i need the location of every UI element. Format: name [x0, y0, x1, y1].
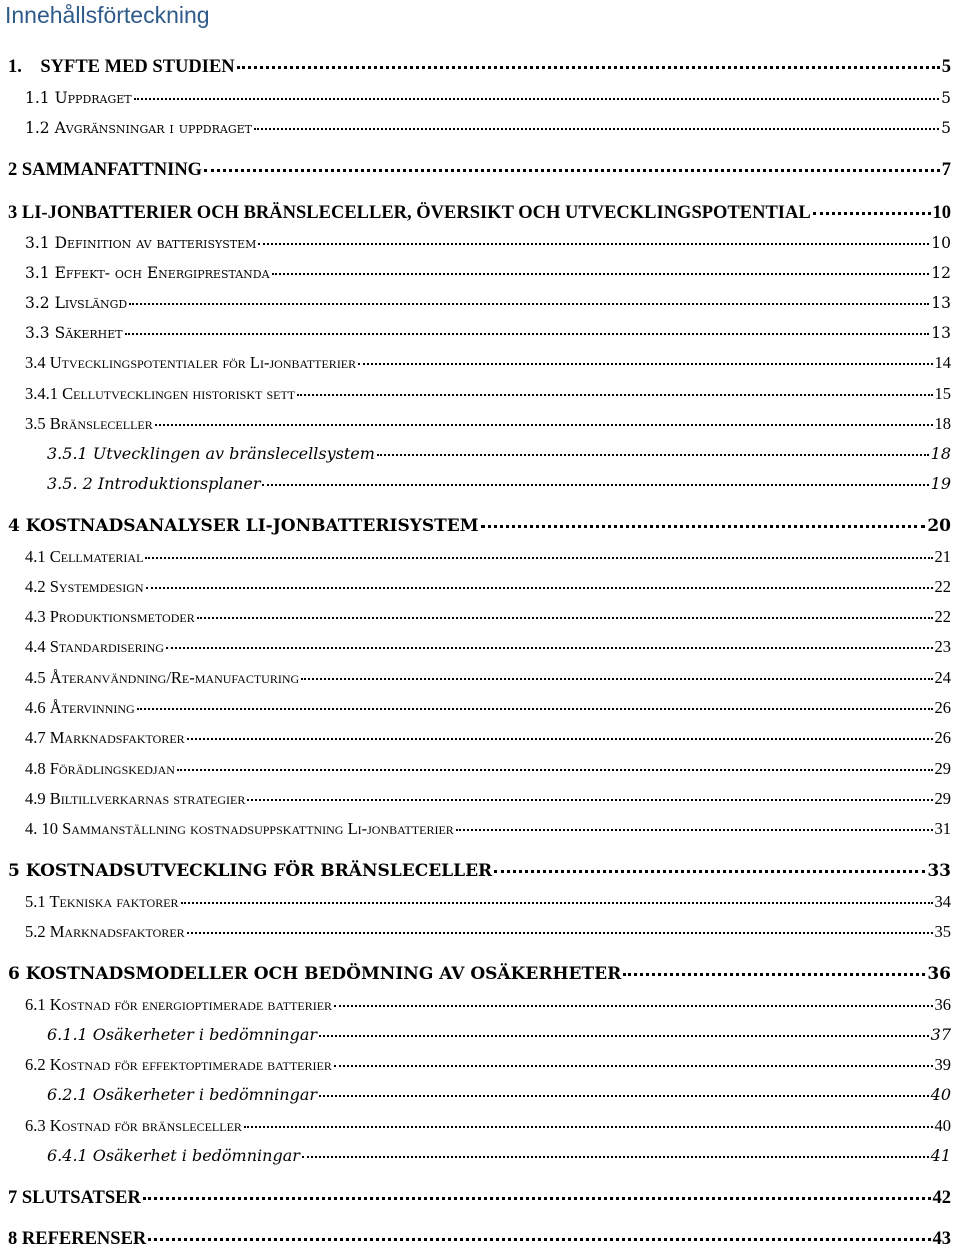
- toc-entry-page: 39: [934, 1055, 951, 1074]
- toc-entry-label: 3 LI-JONBATTERIER OCH BRÄNSLECELLER, ÖVERSIKT OCH UTVECKLINGSPOTENTIAL: [8, 203, 811, 223]
- toc-entry[interactable]: [25, 353, 951, 373]
- toc-entry[interactable]: [25, 263, 951, 283]
- dot-leader: [623, 973, 925, 976]
- toc-entry-label: 6.4.1 Osäkerhet i bedömningar: [47, 1146, 300, 1165]
- toc-entry[interactable]: [8, 516, 951, 536]
- dot-leader: [334, 1065, 933, 1067]
- toc-entry-page: 26: [934, 698, 951, 717]
- toc-entry-label: 6.3 Kostnad för bränsleceller: [25, 1116, 242, 1135]
- dot-leader: [319, 1095, 929, 1097]
- toc-entry-label: 3.1 Effekt- och Energiprestanda: [25, 264, 270, 282]
- toc-entry-page: 29: [934, 789, 951, 808]
- toc-entry-page: 19: [930, 474, 951, 493]
- toc-entry[interactable]: [25, 118, 951, 138]
- toc-entry-page: 5: [941, 89, 951, 107]
- toc-entry-page: 15: [934, 384, 951, 403]
- dot-leader: [134, 98, 939, 100]
- dot-leader: [187, 738, 933, 740]
- toc-entry-label: 4.7 Marknadsfaktorer: [25, 728, 185, 747]
- dot-leader: [155, 424, 933, 426]
- toc-entry-label: 5.1 Tekniska faktorer: [25, 892, 179, 911]
- toc-entry[interactable]: [25, 414, 951, 434]
- toc-entry[interactable]: [8, 964, 951, 984]
- toc-entry-page: 33: [927, 861, 951, 881]
- toc-entry[interactable]: [47, 1025, 951, 1045]
- toc-entry[interactable]: [25, 323, 951, 343]
- toc-entry-label: 1.1 Uppdraget: [25, 89, 132, 107]
- toc-entry-label: 4.1 Cellmaterial: [25, 547, 144, 566]
- dot-leader: [146, 587, 933, 589]
- toc-entry[interactable]: [25, 293, 951, 313]
- toc-entry-page: 13: [931, 294, 951, 312]
- dot-leader: [125, 333, 930, 335]
- toc-entry-label: 4.8 Förädlingskedjan: [25, 759, 175, 778]
- dot-leader: [244, 1126, 933, 1128]
- dot-leader: [456, 829, 933, 831]
- toc-entry-page: 42: [932, 1188, 951, 1208]
- toc-entry-label: 2 SAMMANFATTNING: [8, 160, 203, 180]
- toc-entry[interactable]: [47, 1085, 951, 1105]
- toc-entry-page: 40: [934, 1116, 951, 1135]
- toc-entry-page: 12: [931, 264, 951, 282]
- toc-entry[interactable]: [47, 474, 951, 494]
- dot-leader: [377, 454, 929, 456]
- toc-entry[interactable]: [25, 819, 951, 839]
- dot-leader: [301, 678, 932, 680]
- dot-leader: [334, 1005, 932, 1007]
- toc-entry[interactable]: [25, 698, 951, 718]
- toc-entry[interactable]: [25, 789, 951, 809]
- dot-leader: [319, 1035, 929, 1037]
- toc-entry-page: 22: [934, 607, 951, 626]
- dot-leader: [181, 902, 933, 904]
- toc-entry-label: 3.1 Definition av batterisystem: [25, 234, 257, 252]
- toc-entry[interactable]: [47, 1146, 951, 1166]
- dot-leader: [129, 303, 929, 305]
- toc-entry[interactable]: [25, 88, 951, 108]
- toc-entry-page: 5: [941, 57, 951, 77]
- toc-entry-page: 31: [934, 819, 951, 838]
- toc-entry-label: 6 KOSTNADSMODELLER OCH BEDÖMNING AV OSÄKERHETER: [8, 964, 622, 984]
- toc-entry[interactable]: [25, 995, 951, 1015]
- toc-entry-page: 5: [941, 119, 951, 137]
- toc-entry-page: 35: [934, 922, 951, 941]
- toc-entry-page: 41: [930, 1146, 951, 1165]
- toc-entry-page: 34: [934, 892, 951, 911]
- toc-entry-page: 10: [932, 203, 951, 223]
- toc-entry-label: 8 REFERENSER: [8, 1229, 147, 1249]
- dot-leader: [143, 1197, 931, 1200]
- toc-entry[interactable]: [25, 728, 951, 748]
- toc-entry-page: 40: [930, 1085, 951, 1104]
- dot-leader: [297, 394, 932, 396]
- toc-entry[interactable]: [25, 1116, 951, 1136]
- toc-entry[interactable]: [25, 892, 951, 912]
- toc-entry-label: 3.4 Utvecklingspotentialer för Li-jonbatterier: [25, 353, 357, 372]
- toc-entry-page: 23: [934, 637, 951, 656]
- toc-entry[interactable]: [8, 203, 951, 223]
- dot-leader: [237, 66, 940, 69]
- toc-entry-page: 26: [934, 728, 951, 747]
- toc-entry-page: 36: [934, 995, 951, 1014]
- toc-entry-label: 7 SLUTSATSER: [8, 1188, 141, 1208]
- dot-leader: [166, 647, 933, 649]
- dot-leader: [247, 799, 932, 801]
- toc-entry-label: 4.6 Återvinning: [25, 698, 135, 717]
- dot-leader: [481, 525, 926, 528]
- toc-entry-page: 20: [927, 516, 951, 536]
- toc-entry[interactable]: [25, 547, 951, 567]
- toc-entry-page: 29: [934, 759, 951, 778]
- dot-leader: [358, 363, 932, 365]
- toc-entry-label: 4.5 Återanvändning/Re-manufacturing: [25, 668, 300, 687]
- toc-entry-page: 7: [941, 160, 951, 180]
- toc-entry[interactable]: [8, 1188, 951, 1208]
- toc-entry-label: 4.4 Standardisering: [25, 637, 164, 656]
- toc-entry-page: 13: [931, 324, 951, 342]
- dot-leader: [177, 769, 933, 771]
- toc-entry[interactable]: [25, 1055, 951, 1075]
- toc-entry[interactable]: [8, 861, 951, 881]
- toc-entry[interactable]: [8, 57, 951, 77]
- toc-entry[interactable]: [25, 922, 951, 942]
- dot-leader: [262, 484, 928, 486]
- toc-entry-label: 3.2 Livslängd: [25, 294, 128, 312]
- toc-entry-label: 6.2 Kostnad för effektoptimerade batterier: [25, 1055, 332, 1074]
- toc-entry-label: 6.1.1 Osäkerheter i bedömningar: [47, 1025, 317, 1044]
- toc-entry-page: 18: [934, 414, 951, 433]
- toc-entry-label: 1. SYFTE MED STUDIEN: [8, 57, 235, 77]
- toc-entry[interactable]: [25, 233, 951, 253]
- toc-entry-label: 1.2 Avgränsningar i uppdraget: [25, 119, 252, 137]
- toc-entry-label: 4.2 Systemdesign: [25, 577, 144, 596]
- toc-entry-page: 24: [934, 668, 951, 687]
- toc-entry-page: 36: [927, 964, 951, 984]
- toc-entry-label: 4. 10 Sammanställning kostnadsuppskattning Li-jonbatterier: [25, 819, 454, 838]
- toc-entry[interactable]: [25, 637, 951, 657]
- dot-leader: [813, 212, 931, 215]
- toc-entry-label: 4.3 Produktionsmetoder: [25, 607, 195, 626]
- toc-entry[interactable]: [47, 444, 951, 464]
- toc-entry[interactable]: [25, 577, 951, 597]
- dot-leader: [145, 557, 932, 559]
- toc-entry-label: 3.5.1 Utvecklingen av bränslecellsystem: [47, 444, 375, 463]
- toc-entry-label: 3.4.1 Cellutvecklingen historiskt sett: [25, 384, 296, 403]
- toc-entry[interactable]: [25, 759, 951, 779]
- toc-title: Innehållsförteckning: [5, 2, 210, 28]
- toc-entry[interactable]: [25, 668, 951, 688]
- toc-entry-label: 4.9 Biltillverkarnas strategier: [25, 789, 246, 808]
- dot-leader: [204, 169, 940, 172]
- toc-entry-page: 14: [934, 353, 951, 372]
- dot-leader: [494, 870, 925, 873]
- toc-entry-label: 3.5 Bränsleceller: [25, 414, 153, 433]
- toc-entry-label: 4 KOSTNADSANALYSER LI-JONBATTERISYSTEM: [8, 516, 479, 536]
- toc-entry-label: 6.2.1 Osäkerheter i bedömningar: [47, 1085, 317, 1104]
- toc-entry-page: 10: [931, 234, 951, 252]
- toc-entry-label: 3.3 Säkerhet: [25, 324, 123, 342]
- toc-entry-label: 5.2 Marknadsfaktorer: [25, 922, 185, 941]
- dot-leader: [148, 1238, 930, 1241]
- toc-entry-page: 21: [934, 547, 951, 566]
- dot-leader: [187, 932, 933, 934]
- dot-leader: [272, 273, 930, 275]
- dot-leader: [254, 128, 939, 130]
- toc-entry-page: 37: [930, 1025, 951, 1044]
- dot-leader: [197, 617, 933, 619]
- toc-entry-page: 43: [932, 1229, 951, 1249]
- toc-entry[interactable]: [25, 384, 951, 404]
- toc-entry[interactable]: [25, 607, 951, 627]
- toc-entry-page: 18: [930, 444, 951, 463]
- dot-leader: [302, 1156, 929, 1158]
- toc-entry-label: 5 KOSTNADSUTVECKLING FÖR BRÄNSLECELLER: [8, 861, 493, 881]
- toc-entry-label: 6.1 Kostnad för energioptimerade batterier: [25, 995, 333, 1014]
- toc-entry[interactable]: [8, 160, 951, 180]
- dot-leader: [258, 243, 929, 245]
- toc-entry-page: 22: [934, 577, 951, 596]
- dot-leader: [137, 708, 933, 710]
- toc-entry[interactable]: [8, 1229, 951, 1249]
- toc-entry-label: 3.5. 2 Introduktionsplaner: [47, 474, 261, 493]
